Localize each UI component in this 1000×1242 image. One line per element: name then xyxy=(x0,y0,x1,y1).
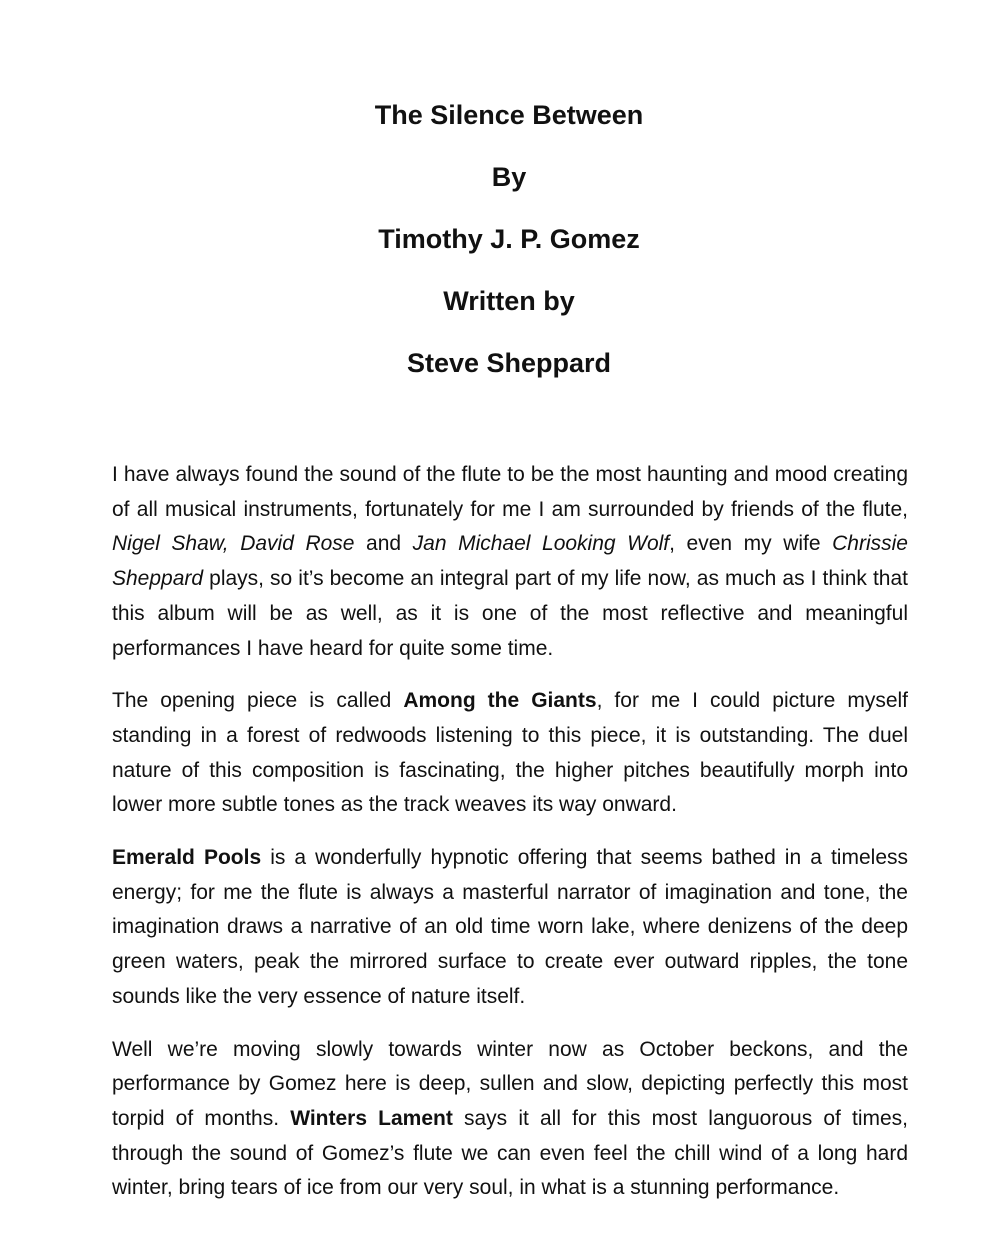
written-by-label: Written by xyxy=(443,286,575,316)
track-title: Among the Giants xyxy=(403,689,597,713)
paragraph-text: I have always found the sound of the flute to be the most haunting and mood creating of all musical instruments, fortunately for me I am surrounded by friends of the flute, xyxy=(112,463,908,521)
review-paragraph xyxy=(112,458,908,666)
review-paragraph xyxy=(112,684,908,823)
artist-name: Timothy J. P. Gomez xyxy=(378,224,640,254)
review-body xyxy=(112,458,908,1224)
paragraph-text: Well we’re moving slowly towards winter now as October beckons, and the performance by Gomez here is deep, sullen and slow, depicting perfectly this most torpid of months. xyxy=(112,1037,908,1130)
review-paragraph xyxy=(112,1033,908,1207)
paragraph-text: is a wonderfully hypnotic offering that seems bathed in a timeless energy; for me the flute is always a masterful narrator of imagination and tone, the imagination draws a narrative of an old time worn lake, where denizens of the deep green waters, peak the mirrored surface to create ever outward ripples, the tone sounds like the very essence of nature itself. xyxy=(112,846,908,1008)
musician-name: Chrissie Sheppard xyxy=(112,532,908,591)
paragraph-text: plays, so it’s become an integral part of my life now, as much as I think that this album will be as well, as it is one of the most reflective and meaningful performances I have heard for quite some time. xyxy=(112,567,908,660)
paragraph-text: , for me I could picture myself standing in a forest of redwoods listening to this piece, it is outstanding. The duel nature of this composition is fascinating, the higher pitches beautifully morph into lower more subtle tones as the track weaves its way onward. xyxy=(112,689,908,817)
musician-name: Jan Michael Looking Wolf xyxy=(412,532,670,556)
paragraph-text: , even my wife xyxy=(669,532,833,556)
review-paragraph xyxy=(112,841,908,1015)
by-label: By xyxy=(491,162,527,192)
track-title: Winters Lament xyxy=(290,1106,453,1130)
paragraph-text: and xyxy=(354,532,413,556)
track-title: Emerald Pools xyxy=(112,846,262,870)
paragraph-text: says it all for this most languorous of times, through the sound of Gomez’s flute we can even feel the chill wind of a long hard winter, bring tears of ice from our very soul, in what is a stunning performance. xyxy=(112,1106,909,1200)
reviewer-name: Steve Sheppard xyxy=(406,348,612,378)
paragraph-text: The opening piece is called xyxy=(112,689,404,713)
album-title: The Silence Between xyxy=(374,100,644,130)
musician-names: Nigel Shaw, David Rose xyxy=(112,532,355,556)
title-block xyxy=(0,84,1000,394)
